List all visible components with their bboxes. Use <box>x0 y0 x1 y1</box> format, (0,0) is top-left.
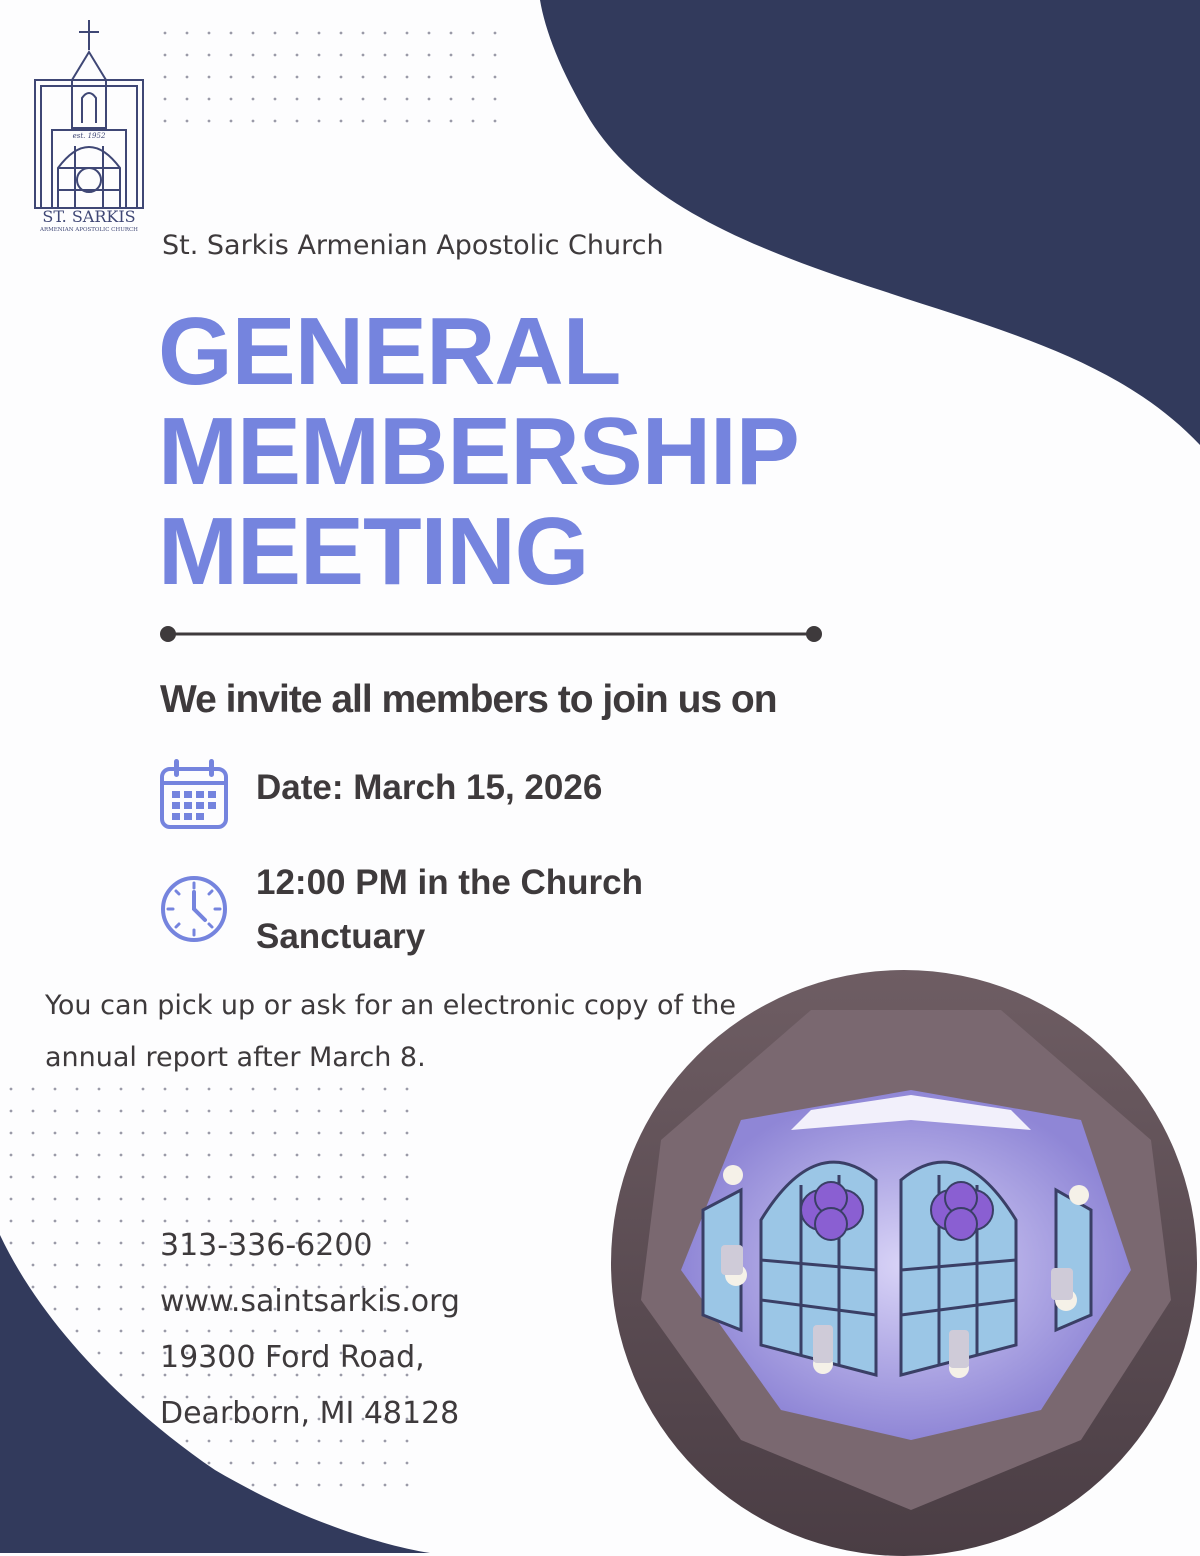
annual-report-note: You can pick up or ask for an electronic copy of the annual report after March 8. <box>45 990 736 1073</box>
address-line-2: Dearborn, MI 48128 <box>160 1396 460 1431</box>
church-logo <box>30 18 148 233</box>
phone-number: 313-336-6200 <box>160 1228 373 1263</box>
title-line-1: GENERAL <box>158 298 621 405</box>
meeting-title <box>158 298 799 605</box>
church-dome-photo <box>611 970 1197 1556</box>
church-name: St. Sarkis Armenian Apostolic Church <box>162 230 664 261</box>
invitation-text: We invite all members to join us on <box>160 678 777 721</box>
contact-info <box>160 1218 460 1442</box>
svg-text:ST. SARKIS: ST. SARKIS <box>42 207 136 226</box>
address-line-1: 19300 Ford Road, <box>160 1340 425 1375</box>
title-line-3: MEETING <box>158 498 589 605</box>
website: www.saintsarkis.org <box>160 1284 460 1319</box>
meeting-time-location: 12:00 PM in the Church Sanctuary <box>256 863 644 956</box>
dot-grid-top <box>145 15 500 125</box>
divider-line <box>160 624 822 644</box>
clock-icon <box>158 873 230 945</box>
svg-text:ARMENIAN APOSTOLIC CHURCH: ARMENIAN APOSTOLIC CHURCH <box>40 227 138 233</box>
title-line-2: MEMBERSHIP <box>158 398 799 505</box>
svg-text:est. 1952: est. 1952 <box>72 132 106 140</box>
meeting-date: Date: March 15, 2026 <box>256 768 603 807</box>
calendar-icon <box>158 757 230 831</box>
